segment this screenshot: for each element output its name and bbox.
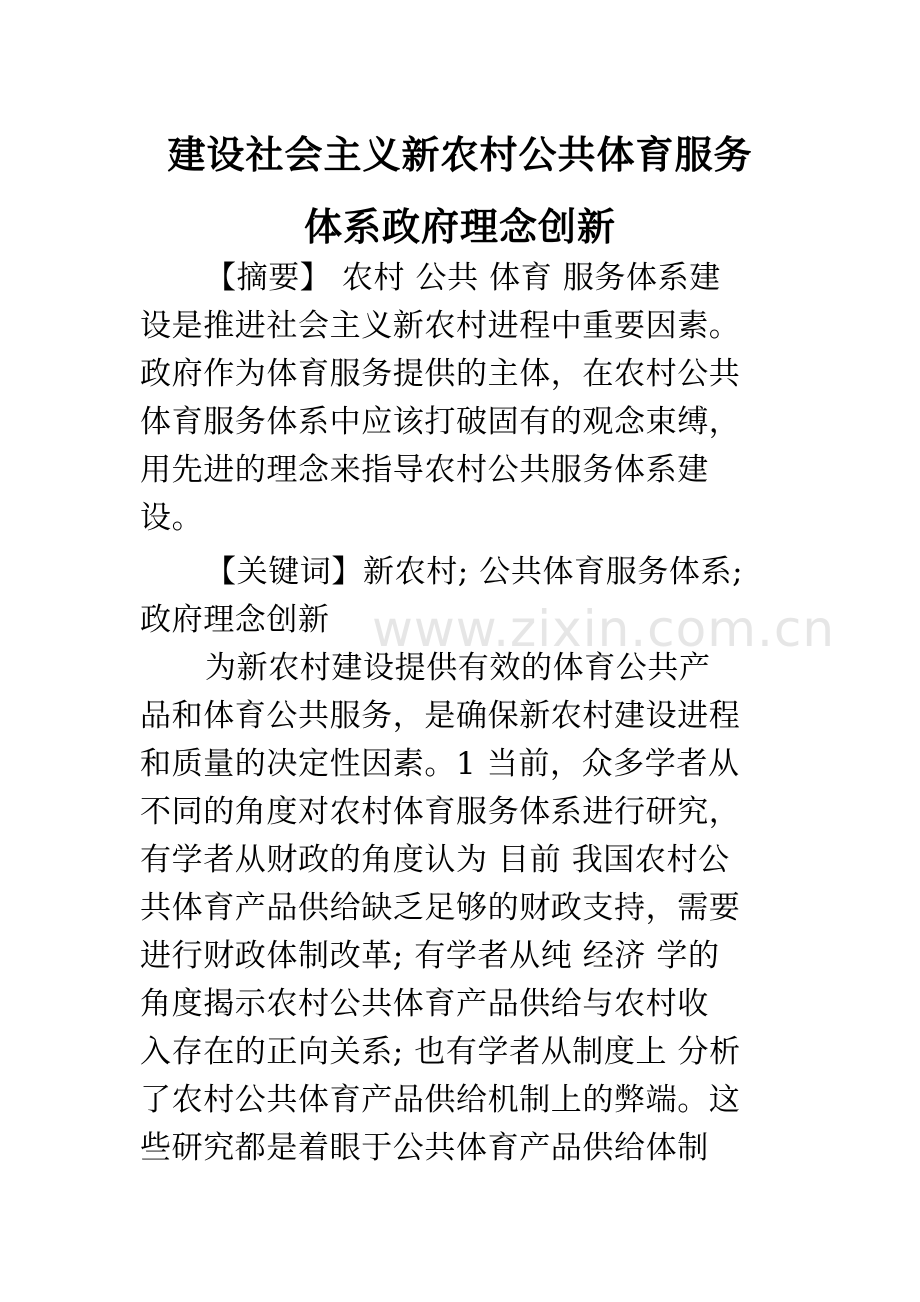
body-line: 共体育产品供给缺乏足够的财政支持，需要 [140, 890, 741, 926]
keywords-line: 【关键词】新农村; 公共体育服务体系; [205, 554, 744, 590]
body-line: 有学者从财政的角度认为 目前 我国农村公 [140, 842, 730, 878]
abstract-line: 设。 [140, 500, 204, 536]
document-title-line-1: 建设社会主义新农村公共体育服务 [167, 133, 753, 177]
body-line: 了农村公共体育产品供给机制上的弊端。这 [140, 1082, 741, 1118]
abstract-line: 政府作为体育服务提供的主体，在农村公共 [140, 356, 741, 392]
body-line: 角度揭示农村公共体育产品供给与农村收 [140, 986, 709, 1022]
keywords-line: 政府理念创新 [140, 602, 330, 638]
abstract-line: 设是推进社会主义新农村进程中重要因素。 [140, 308, 741, 344]
abstract-line: 用先进的理念来指导农村公共服务体系建 [140, 452, 709, 488]
abstract-line: 体育服务体系中应该打破固有的观念束缚， [140, 404, 741, 440]
document-title-line-2: 体系政府理念创新 [303, 205, 616, 249]
body-line: 进行财政体制改革; 有学者从纯 经济 学的 [140, 938, 720, 974]
body-line: 些研究都是着眼于公共体育产品供给体制 [140, 1130, 709, 1166]
body-line: 入存在的正向关系; 也有学者从制度上 分析 [140, 1034, 741, 1070]
body-line: 不同的角度对农村体育服务体系进行研究， [140, 794, 741, 830]
body-line: 品和体育公共服务，是确保新农村建设进程 [140, 698, 741, 734]
body-line: 和质量的决定性因素。1 当前，众多学者从 [140, 746, 740, 782]
watermark: www.zixin.com.cn [372, 600, 836, 658]
abstract-line: 【摘要】 农村 公共 体育 服务体系建 [205, 260, 721, 296]
body-line: 为新农村建设提供有效的体育公共产 [205, 650, 711, 686]
